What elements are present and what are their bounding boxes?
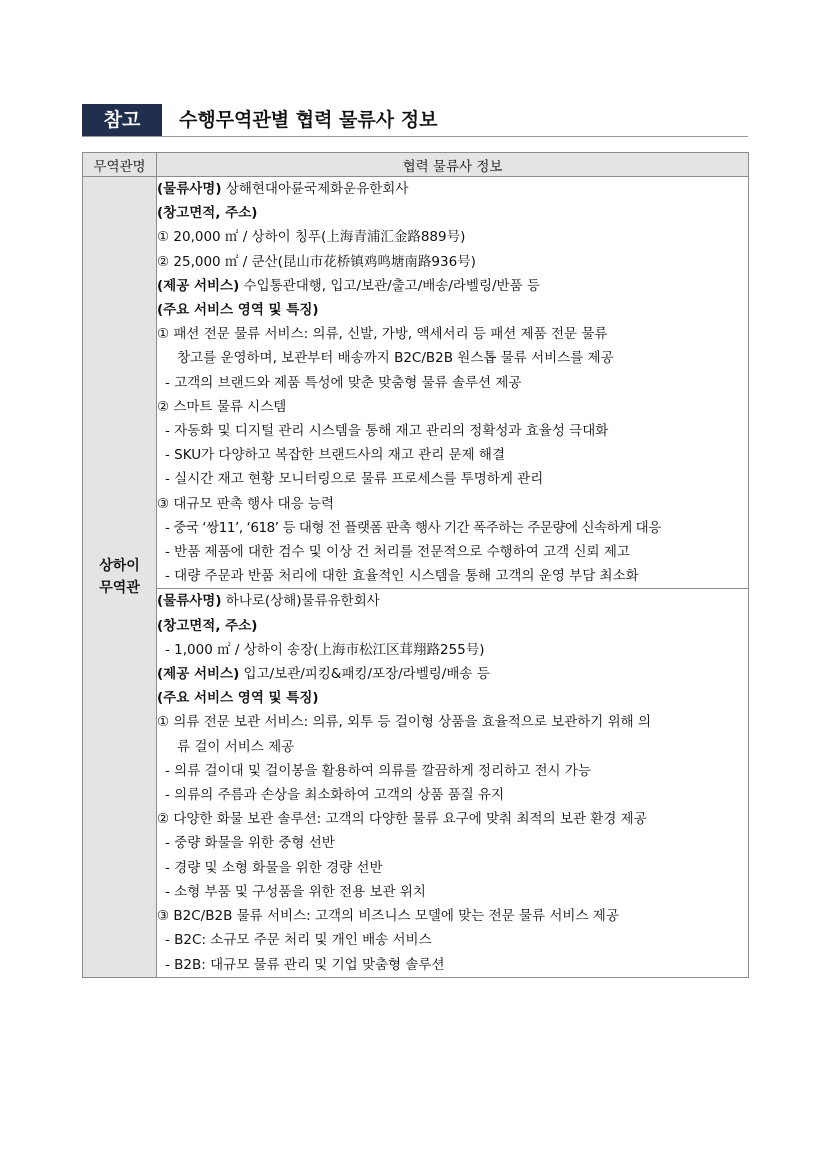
section-header xyxy=(82,100,748,136)
feature-subitem: - 소형 부품 및 구성품을 위한 전용 보관 위치 xyxy=(165,883,426,900)
warehouse-address-1: - 1,000 ㎡ / 상하이 송장(上海市松江区茸翔路255号) xyxy=(165,641,485,658)
warehouse-label: (창고면적, 주소) xyxy=(157,617,258,634)
table-row xyxy=(83,177,749,589)
services-text: 입고/보관/피킹&패킹/포장/라벨링/배송 등 xyxy=(239,666,490,683)
feature-item-continued: 창고를 운영하며, 보관부터 배송까지 B2C/B2B 원스톱 물류 서비스를 제공 xyxy=(177,350,614,367)
partner-logistics-table xyxy=(82,152,749,978)
feature-item: ① 패션 전문 물류 서비스: 의류, 신발, 가방, 액세서리 등 패션 제품 전문 물류 xyxy=(157,326,608,343)
feature-item: ② 다양한 화물 보관 솔루션: 고객의 다양한 물류 요구에 맞춰 최적의 보관 환경 제공 xyxy=(157,811,647,828)
company1-name-line xyxy=(157,177,748,201)
page-title: 수행무역관별 협력 물류사 정보 xyxy=(179,109,438,131)
company2-name-line xyxy=(157,589,748,613)
feature-item-continued: 류 걸이 서비스 제공 xyxy=(177,738,295,755)
feature-subitem: - B2C: 소규모 주문 처리 및 개인 배송 서비스 xyxy=(165,932,432,949)
warehouse-label: (창고면적, 주소) xyxy=(157,205,258,222)
company1-info-cell xyxy=(157,177,749,589)
feature-subitem: - 대량 주문과 반품 처리에 대한 효율적인 시스템을 통해 고객의 운영 부담 최소화 xyxy=(165,568,639,585)
warehouse-address-2: ② 25,000 ㎡ / 쿤산(昆山市花桥镇鸡鸣塘南路936号) xyxy=(157,253,476,270)
company-name: 상해현대아륜국제화운유한회사 xyxy=(221,181,409,197)
features-label: (주요 서비스 영역 및 특징) xyxy=(157,690,319,707)
feature-subitem: - SKU가 다양하고 복잡한 브랜드사의 재고 관리 문제 해결 xyxy=(165,447,506,464)
feature-subitem: - 자동화 및 디지털 관리 시스템을 통해 재고 관리의 정확성과 효율성 극대화 xyxy=(165,423,609,440)
features-label: (주요 서비스 영역 및 특징) xyxy=(157,302,319,319)
feature-subitem: - 경량 및 소형 화물을 위한 경량 선반 xyxy=(165,859,383,876)
services-line xyxy=(157,274,748,298)
column-header-info: 협력 물류사 정보 xyxy=(157,153,749,177)
services-text: 수입통관대행, 입고/보관/출고/배송/라벨링/반품 등 xyxy=(239,277,540,294)
feature-item: ③ 대규모 판촉 행사 대응 능력 xyxy=(157,495,335,512)
feature-subitem: - 반품 제품에 대한 검수 및 이상 건 처리를 전문적으로 수행하여 고객 신뢰 제고 xyxy=(165,544,630,561)
feature-subitem: - 의류 걸이대 및 걸이봉을 활용하여 의류를 깔끔하게 정리하고 전시 가능 xyxy=(165,762,591,779)
table-row xyxy=(83,589,749,977)
feature-item: ① 의류 전문 보관 서비스: 의류, 외투 등 걸이형 상품을 효율적으로 보관하기 위해 의 xyxy=(157,714,652,731)
warehouse-address-1: ① 20,000 ㎡ / 상하이 칭푸(上海青浦汇金路889号) xyxy=(157,229,466,246)
feature-subitem: - 실시간 재고 현황 모니터링으로 물류 프로세스를 투명하게 관리 xyxy=(165,471,544,488)
header-divider xyxy=(82,136,748,137)
company-name-label: (물류사명) xyxy=(157,593,222,610)
feature-item: ② 스마트 물류 시스템 xyxy=(157,398,287,415)
feature-subitem: - 의류의 주름과 손상을 최소화하여 고객의 상품 품질 유지 xyxy=(165,787,505,804)
feature-subitem: - B2B: 대규모 물류 관리 및 기업 맞춤형 솔루션 xyxy=(165,956,445,973)
services-label: (제공 서비스) xyxy=(157,277,240,294)
services-line xyxy=(157,662,748,686)
company2-info-cell xyxy=(157,589,749,977)
company-name: 하나로(상해)물류유한회사 xyxy=(221,593,380,610)
company-name-label: (물류사명) xyxy=(157,181,222,197)
table-header-row xyxy=(83,153,749,177)
feature-subitem: - 중량 화물을 위한 중형 선반 xyxy=(165,835,335,852)
services-label: (제공 서비스) xyxy=(157,666,240,683)
feature-subitem: - 중국 ‘쌍11’, ‘618’ 등 대형 전 플랫폼 판촉 행사 기간 폭주하는 주문량에 신속하게 대응 xyxy=(165,519,661,536)
column-header-office: 무역관명 xyxy=(83,153,157,177)
office-name-line1: 상하이 xyxy=(99,557,140,574)
feature-item: ③ B2C/B2B 물류 서비스: 고객의 비즈니스 모델에 맞는 전문 물류 서비스 제공 xyxy=(157,908,619,925)
feature-subitem: - 고객의 브랜드와 제품 특성에 맞춘 맞춤형 물류 솔루션 제공 xyxy=(165,374,522,391)
office-name-cell xyxy=(83,177,157,978)
office-name-line2: 무역관 xyxy=(99,579,140,596)
reference-badge: 참고 xyxy=(82,104,162,136)
